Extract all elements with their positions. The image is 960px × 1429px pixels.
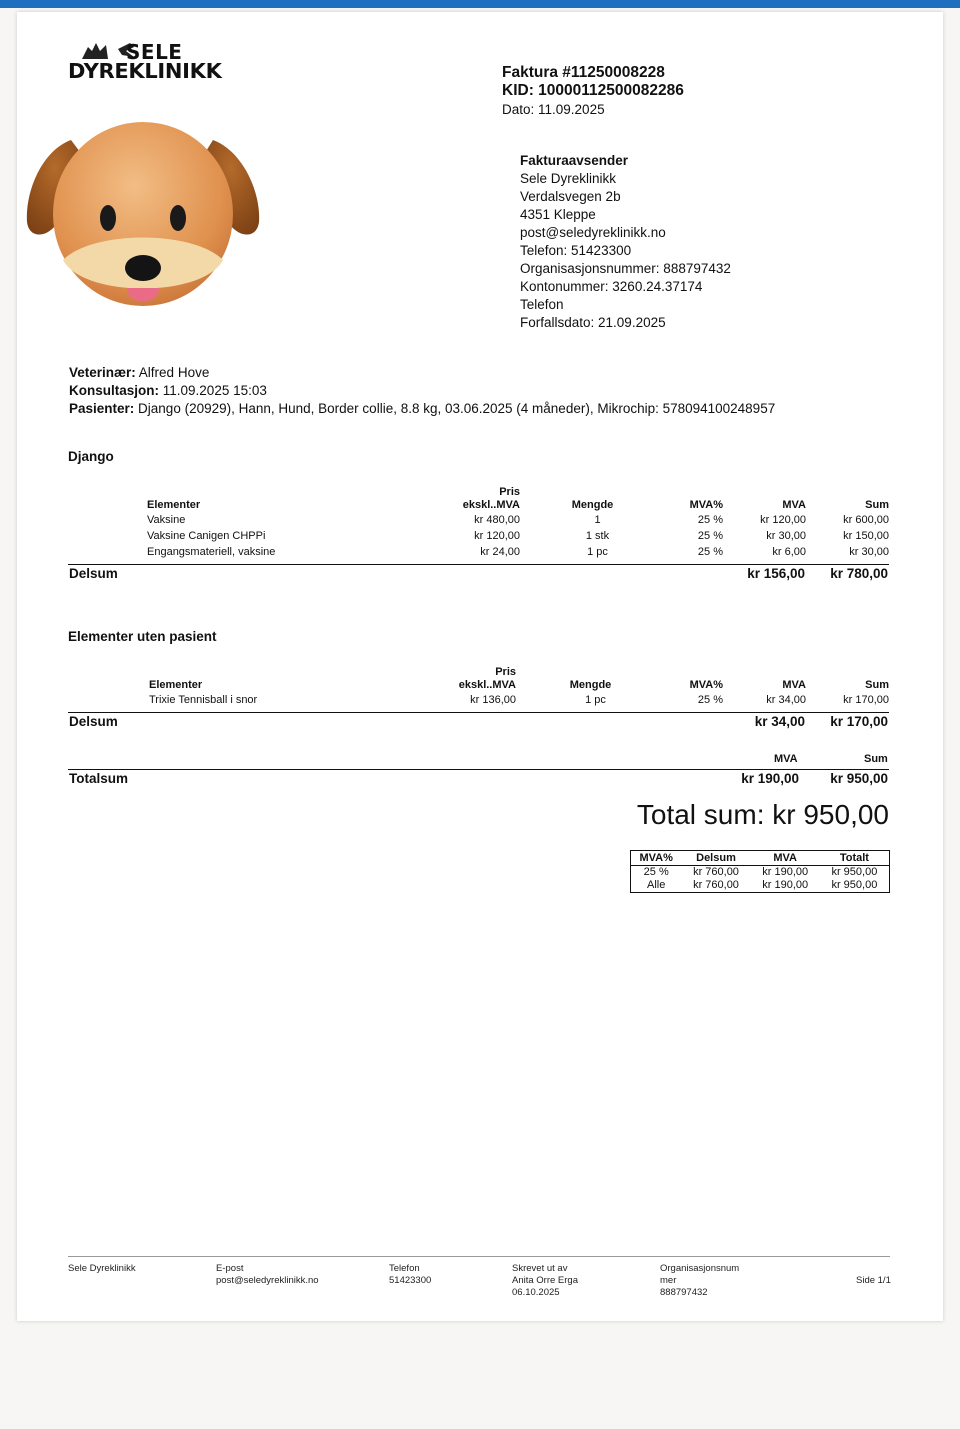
section-title-django: Django [68,449,114,464]
item-vat-pct: 25 % [697,530,723,542]
item-qty: 1 pc [587,546,608,558]
vat-col-total: Totalt [820,851,889,866]
invoice-number: Faktura #11250008228 [502,64,665,81]
logo-line-2: DYREKLINIKK [68,59,222,83]
footer-written-by: Anita Orre Erga [512,1275,578,1286]
item-sum: kr 600,00 [843,514,889,526]
item-name: Vaksine Canigen CHPPi [147,530,266,542]
subtotal-sum: kr 780,00 [830,566,888,581]
footer-page-number: Side 1/1 [856,1275,891,1286]
section-title-no-patient: Elementer uten pasient [68,629,217,644]
table-row [149,692,889,708]
item-vat-pct: 25 % [697,694,723,706]
col-vat-pct: MVA% [689,499,723,511]
sender-phone: Telefon: 51423300 [520,243,632,258]
clinic-logo [68,39,222,87]
sender-street: Verdalsvegen 2b [520,189,621,204]
footer-written-date: 06.10.2025 [512,1287,560,1298]
subtotal-sum: kr 170,00 [830,714,888,729]
subtotal-vat: kr 156,00 [747,566,805,581]
consult-label: Konsultasjon: [69,383,159,398]
consult-line [69,382,775,400]
col-price-line1: Pris [499,486,520,498]
invoice-date: Dato: 11.09.2025 [502,102,605,117]
footer-phone-label: Telefon [389,1263,420,1274]
grand-total: Total sum: kr 950,00 [636,799,889,830]
col-sum: Sum [865,499,889,511]
item-price: kr 136,00 [470,694,516,706]
vet-label: Veterinær: [69,365,136,380]
col-price [379,666,516,692]
vet-line [69,364,775,382]
item-price: kr 120,00 [474,530,520,542]
footer-email: post@seledyreklinikk.no [216,1275,319,1286]
sender-org: Organisasjonsnummer: 888797432 [520,261,731,276]
totals-vat: kr 190,00 [741,771,799,786]
col-price-line2: ekskl..MVA [462,499,520,511]
col-elements: Elementer [147,499,201,511]
vat-cell: kr 950,00 [831,866,878,878]
logo-line-1: SELE [126,40,183,64]
table-row [147,544,889,560]
col-price-line1: Pris [495,666,516,678]
items-table-django [147,486,889,560]
footer-email-label: E-post [216,1263,244,1274]
patients-line [69,400,775,418]
item-price: kr 24,00 [480,546,520,558]
sender-phone-label: Telefon [520,297,564,312]
patients-value: Django (20929), Hann, Hund, Border collie, 8.8 kg, 03.06.2025 (4 måneder), Mikrochip: 578094100248957 [138,401,776,416]
footer-org-label-1: Organisasjonsnum [660,1263,740,1274]
item-price: kr 480,00 [474,514,520,526]
vat-summary-table [630,850,890,893]
col-sum: Sum [865,679,889,691]
table-row [147,528,889,544]
item-name: Trixie Tennisball i snor [149,694,258,706]
item-sum: kr 170,00 [843,694,889,706]
subtotal-row-no-patient [68,712,889,731]
item-sum: kr 30,00 [849,546,889,558]
footer-org: 888797432 [660,1287,708,1298]
invoice-kid: KID: 10000112500082286 [502,82,684,99]
item-name: Vaksine [147,514,186,526]
patients-label: Pasienter: [69,401,135,416]
item-vat-pct: 25 % [697,514,723,526]
item-qty: 1 pc [585,694,606,706]
vat-col-vat: MVA [751,851,820,866]
item-vat: kr 120,00 [760,514,806,526]
sender-heading: Fakturaavsender [520,153,629,168]
col-vat: MVA [782,499,806,511]
top-accent-bar [0,0,960,8]
sender-name: Sele Dyreklinikk [520,171,617,186]
footer-phone-block [389,1263,431,1287]
vat-col-pct: MVA% [631,851,681,866]
sender-block [520,152,731,332]
vat-cell: Alle [647,879,666,891]
vat-cell: kr 190,00 [762,866,809,878]
subtotal-label: Delsum [69,566,118,581]
totals-vat-header: MVA [774,753,798,765]
vet-value: Alfred Hove [138,365,210,380]
table-row [147,512,889,528]
invoice-heading [502,64,684,100]
col-qty: Mengde [569,679,612,691]
footer-divider [68,1256,890,1257]
col-elements: Elementer [149,679,203,691]
vat-cell: kr 760,00 [693,879,739,891]
footer-email-block [216,1263,319,1287]
invoice-page [17,12,943,1321]
subtotal-row-django [68,564,889,583]
sender-account: Kontonummer: 3260.24.37174 [520,279,703,294]
item-qty: 1 [594,514,601,526]
col-vat: MVA [782,679,806,691]
col-vat-pct: MVA% [689,679,723,691]
items-table-no-patient [149,666,889,708]
vat-cell: kr 760,00 [693,866,739,878]
item-vat: kr 34,00 [766,694,806,706]
footer-written-label: Skrevet ut av [512,1263,568,1274]
item-sum: kr 150,00 [843,530,889,542]
vat-cell: 25 % [643,866,669,878]
sender-city: 4351 Kleppe [520,207,596,222]
item-name: Engangsmateriell, vaksine [147,546,276,558]
table-row [631,879,889,892]
col-price [377,486,520,512]
item-vat: kr 30,00 [766,530,806,542]
subtotal-label: Delsum [69,714,118,729]
dog-face-icon [23,110,263,310]
vat-col-subtotal: Delsum [681,851,750,866]
footer-org-label-2: mer [660,1275,677,1286]
item-qty: 1 stk [585,530,610,542]
subtotal-vat: kr 34,00 [754,714,805,729]
item-vat-pct: 25 % [697,546,723,558]
table-row [631,866,889,880]
totals-row [68,769,889,788]
totals-sum-header: Sum [864,753,888,765]
footer-org-block [660,1263,739,1299]
footer-company: Sele Dyreklinikk [68,1263,136,1274]
footer-written-block [512,1263,578,1299]
col-qty: Mengde [571,499,614,511]
vat-cell: kr 190,00 [762,879,809,891]
sender-due-date: Forfallsdato: 21.09.2025 [520,315,666,330]
footer-phone: 51423300 [389,1275,432,1286]
consult-value: 11.09.2025 15:03 [162,383,267,398]
col-price-line2: ekskl..MVA [458,679,516,691]
vat-cell: kr 950,00 [831,879,878,891]
totals-label: Totalsum [69,771,129,786]
sender-email: post@seledyreklinikk.no [520,225,666,240]
consultation-info [69,364,775,418]
item-vat: kr 6,00 [772,546,806,558]
totals-sum: kr 950,00 [830,771,888,786]
